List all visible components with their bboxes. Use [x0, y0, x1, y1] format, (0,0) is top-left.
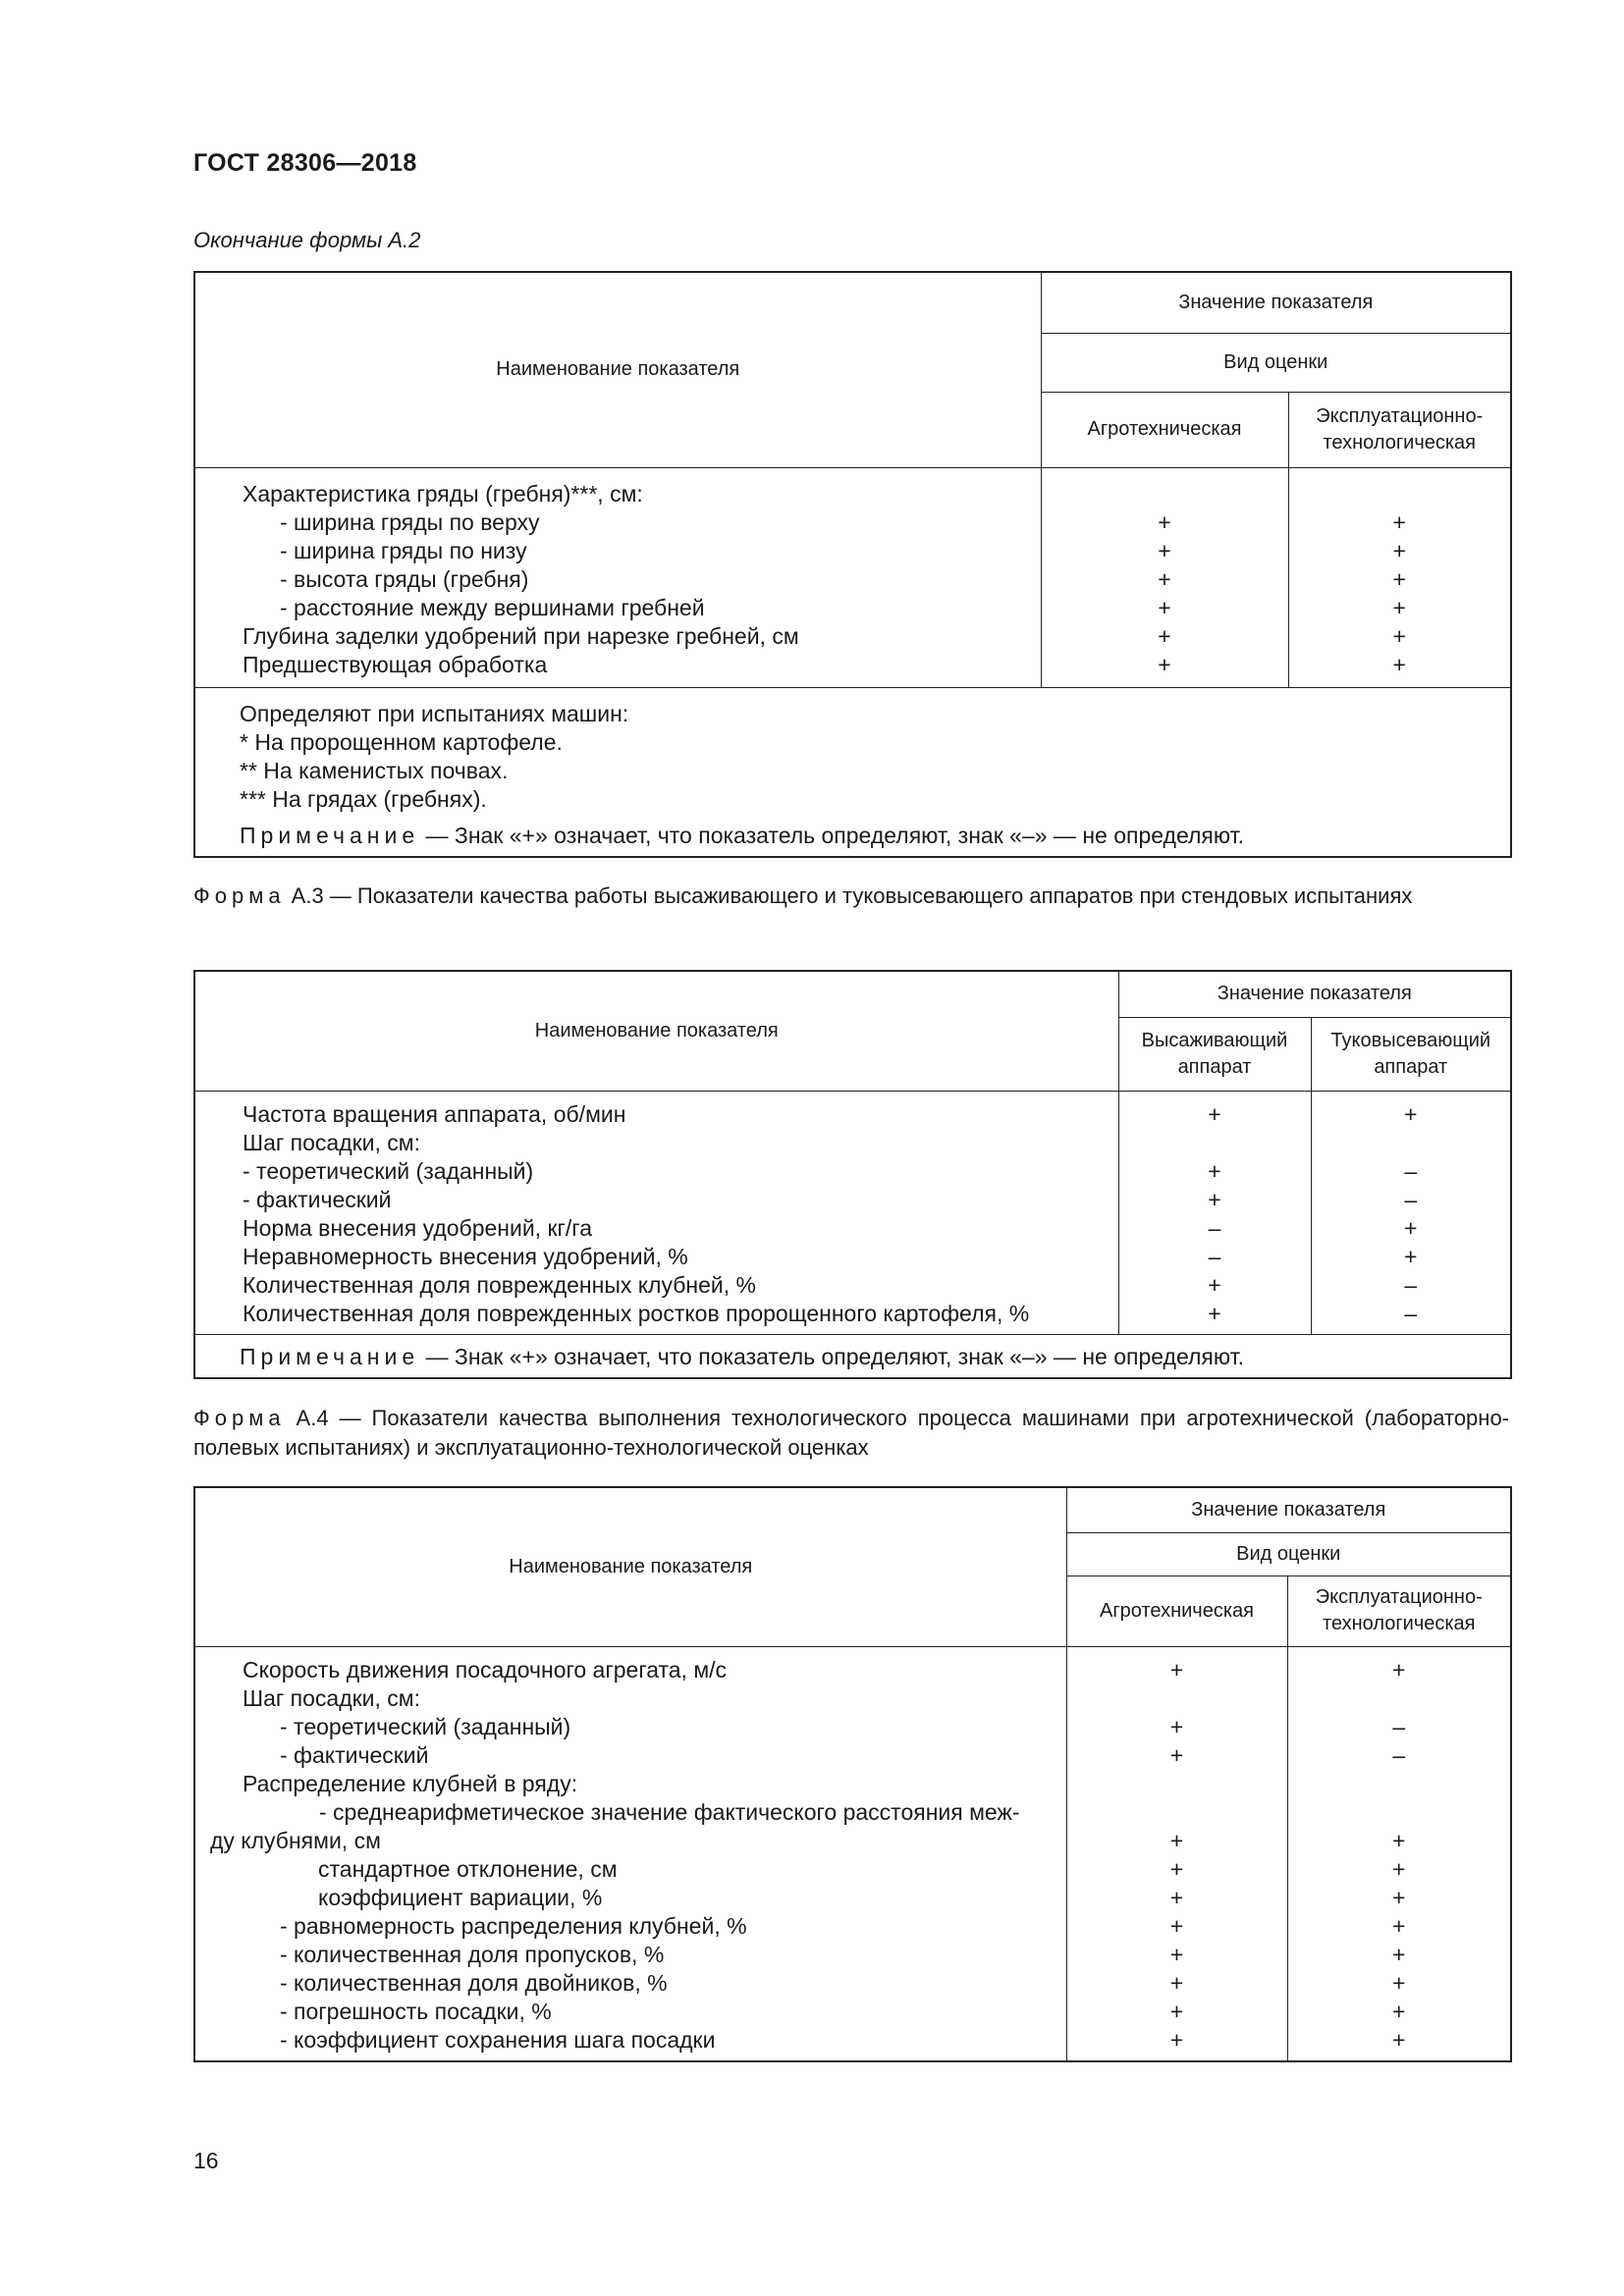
row-text: - ширина гряды по верху: [280, 508, 540, 535]
body-names-a2: [194, 467, 1041, 687]
header-col2-line1: Эксплуатационно-: [1315, 1586, 1483, 1608]
row-text: - теоретический (заданный): [280, 1713, 571, 1739]
header-col2-line1: Эксплуатационно-: [1316, 404, 1484, 427]
note-a2: [240, 822, 1510, 850]
header-eval-a4: Вид оценки: [1066, 1532, 1511, 1575]
row-text: - равномерность распределения клубней, %: [280, 1912, 747, 1939]
header-col1-a2: Агротехническая: [1041, 392, 1288, 467]
header-col1-line1: Высаживающий: [1141, 1029, 1288, 1051]
header-name-a2: Наименование показателя: [194, 272, 1041, 467]
row-mark: +: [1392, 1941, 1406, 1967]
row-text: - количественная доля пропусков, %: [280, 1941, 665, 1967]
page-number: 16: [193, 2148, 219, 2173]
row-text: Предшествующая обработка: [243, 651, 548, 677]
row-mark: [1288, 1684, 1511, 1713]
footnotes-a2: [194, 687, 1511, 857]
footnote-line: *** На грядах (гребнях).: [240, 785, 487, 812]
row-mark: –: [1404, 1300, 1418, 1326]
row-mark: [1067, 1770, 1287, 1798]
row-text: ду клубнями, см: [210, 1827, 381, 1853]
row-mark: [1042, 480, 1288, 508]
footnote-line: Определяют при испытаниях машин:: [240, 700, 629, 726]
row-text: Шаг посадки, см:: [243, 1129, 421, 1155]
caption-a3: [193, 881, 1509, 911]
row-text: - ширина гряды по низу: [280, 537, 527, 563]
row-mark: +: [1392, 594, 1406, 620]
body-col2-a2: [1288, 467, 1511, 687]
row-text: - коэффициент сохранения шага посадки: [280, 2026, 716, 2053]
row-text: Шаг посадки, см:: [243, 1684, 421, 1711]
row-text: Неравномерность внесения удобрений, %: [243, 1243, 688, 1269]
row-mark: –: [1404, 1271, 1418, 1298]
body-col1-a3: [1118, 1091, 1311, 1334]
caption-label: Форма: [193, 883, 286, 908]
row-text: - теоретический (заданный): [243, 1157, 534, 1184]
row-text: - фактический: [280, 1741, 429, 1768]
continuation-title: Окончание формы А.2: [193, 228, 421, 252]
note-label: Примечание: [240, 1343, 420, 1369]
row-text: - погрешность посадки, %: [280, 1998, 552, 2024]
row-text: коэффициент вариации, %: [318, 1884, 603, 1910]
caption-label: Форма: [193, 1406, 286, 1430]
row-text: - среднеарифметическое значение фактического расстояния меж-: [319, 1798, 1020, 1825]
row-mark: +: [1392, 1855, 1406, 1882]
row-mark: +: [1169, 1912, 1184, 1939]
row-mark: +: [1392, 622, 1406, 649]
row-mark: –: [1392, 1713, 1406, 1739]
row-mark: +: [1158, 651, 1171, 677]
header-col2-line2: технологическая: [1323, 431, 1477, 454]
row-mark: +: [1392, 651, 1406, 677]
caption-text: А.3 — Показатели качества работы высаживающего и туковысевающего аппаратов при стендовых испытаниях: [285, 883, 1413, 908]
header-eval-a2: Вид оценки: [1041, 333, 1511, 392]
header-col2-a4: [1287, 1575, 1511, 1646]
row-mark: +: [1392, 1656, 1406, 1682]
row-mark: +: [1392, 2026, 1406, 2053]
row-mark: [1119, 1129, 1311, 1157]
row-mark: +: [1169, 1827, 1184, 1853]
caption-a4: [193, 1404, 1509, 1463]
note-text: — Знак «+» означает, что показатель определяют, знак «–» — не определяют.: [419, 1343, 1244, 1369]
header-col1-a3: [1118, 1017, 1311, 1091]
footnote-line: * На пророщенном картофеле.: [240, 728, 563, 755]
row-text: Распределение клубней в ряду:: [243, 1770, 578, 1796]
row-mark: +: [1169, 1656, 1184, 1682]
row-text: Глубина заделки удобрений при нарезке гребней, см: [243, 622, 799, 649]
caption-text: А.4 — Показатели качества выполнения технологического процесса машинами при агротехнической (лабораторно-полевых испытаниях) и эксплуатационно-технологической оценках: [193, 1406, 1509, 1460]
body-col1-a2: [1041, 467, 1288, 687]
row-text: Характеристика гряды (гребня)***, см:: [243, 480, 643, 507]
row-mark: +: [1169, 1855, 1184, 1882]
note-label: Примечание: [240, 822, 420, 848]
row-mark: +: [1392, 508, 1406, 535]
row-text: - расстояние между вершинами гребней: [280, 594, 705, 620]
row-text: Скорость движения посадочного агрегата, м/с: [243, 1656, 728, 1682]
note-a3: [194, 1334, 1511, 1378]
row-mark: [1312, 1129, 1511, 1157]
body-names-a3: [194, 1091, 1118, 1334]
header-value-a3: Значение показателя: [1118, 971, 1511, 1017]
row-mark: +: [1169, 1969, 1184, 1996]
row-mark: +: [1208, 1100, 1221, 1127]
table-a2: [193, 271, 1512, 858]
row-mark: +: [1404, 1100, 1418, 1127]
row-mark: –: [1404, 1186, 1418, 1212]
header-col2-a2: [1288, 392, 1511, 467]
row-mark: +: [1208, 1186, 1221, 1212]
header-value-a2: Значение показателя: [1041, 272, 1511, 333]
row-mark: [1288, 1770, 1511, 1798]
body-names-a4: [194, 1646, 1066, 2061]
row-mark: –: [1208, 1214, 1221, 1241]
row-mark: +: [1404, 1243, 1418, 1269]
row-mark: +: [1158, 537, 1171, 563]
row-text: Частота вращения аппарата, об/мин: [243, 1100, 626, 1127]
row-mark: +: [1169, 1998, 1184, 2024]
row-text: - количественная доля двойников, %: [280, 1969, 668, 1996]
row-mark: [1067, 1798, 1287, 1827]
row-text: Количественная доля поврежденных ростков пророщенного картофеля, %: [243, 1300, 1030, 1326]
row-mark: +: [1392, 1969, 1406, 1996]
body-col1-a4: [1066, 1646, 1287, 2061]
row-mark: [1288, 1798, 1511, 1827]
row-text: Количественная доля поврежденных клубней, %: [243, 1271, 756, 1298]
row-mark: +: [1392, 1912, 1406, 1939]
header-col1-a4: Агротехническая: [1066, 1575, 1287, 1646]
header-col2-a3: [1311, 1017, 1511, 1091]
header-col2-line2: технологическая: [1322, 1613, 1476, 1634]
header-value-a4: Значение показателя: [1066, 1487, 1511, 1532]
body-col2-a3: [1311, 1091, 1511, 1334]
row-mark: +: [1392, 565, 1406, 592]
row-mark: +: [1169, 1884, 1184, 1910]
row-text: - фактический: [243, 1186, 392, 1212]
row-mark: +: [1392, 1827, 1406, 1853]
row-mark: +: [1392, 1884, 1406, 1910]
row-mark: +: [1158, 622, 1171, 649]
row-mark: +: [1158, 508, 1171, 535]
row-mark: +: [1392, 537, 1406, 563]
header-col2-line2: аппарат: [1374, 1055, 1448, 1078]
header-name-a4: Наименование показателя: [194, 1487, 1066, 1646]
row-text: Норма внесения удобрений, кг/га: [243, 1214, 592, 1241]
row-text: - высота гряды (гребня): [280, 565, 529, 592]
row-mark: +: [1208, 1157, 1221, 1184]
footnote-line: ** На каменистых почвах.: [240, 757, 509, 783]
row-mark: +: [1404, 1214, 1418, 1241]
row-mark: +: [1169, 1741, 1184, 1768]
header-col1-line2: аппарат: [1177, 1055, 1252, 1078]
row-mark: [1289, 480, 1511, 508]
row-mark: +: [1169, 1941, 1184, 1967]
table-a4: [193, 1486, 1512, 2062]
header-col2-line1: Туковысевающий: [1330, 1029, 1491, 1051]
row-mark: [1067, 1684, 1287, 1713]
row-mark: +: [1158, 565, 1171, 592]
row-mark: +: [1169, 2026, 1184, 2053]
row-mark: +: [1208, 1271, 1221, 1298]
row-mark: +: [1169, 1713, 1184, 1739]
table-a3: [193, 970, 1512, 1379]
row-mark: –: [1208, 1243, 1221, 1269]
header-name-a3: Наименование показателя: [194, 971, 1118, 1091]
row-mark: +: [1392, 1998, 1406, 2024]
row-mark: –: [1392, 1741, 1406, 1768]
body-col2-a4: [1287, 1646, 1511, 2061]
row-text: стандартное отклонение, см: [318, 1855, 618, 1882]
row-mark: +: [1208, 1300, 1221, 1326]
row-mark: –: [1404, 1157, 1418, 1184]
document-header: ГОСТ 28306—2018: [193, 149, 417, 177]
note-text: — Знак «+» означает, что показатель определяют, знак «–» — не определяют.: [419, 822, 1244, 848]
row-mark: +: [1158, 594, 1171, 620]
